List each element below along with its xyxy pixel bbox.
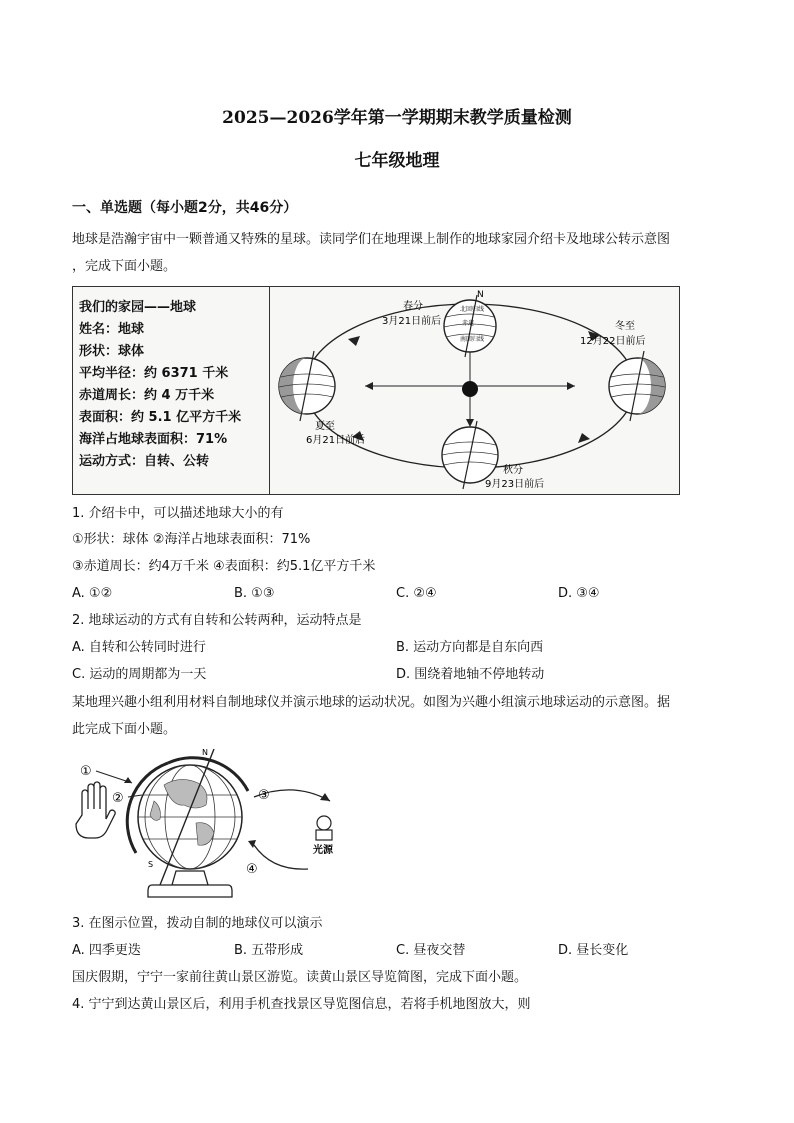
q1-choice-a[interactable]: A. ①② xyxy=(72,586,113,601)
label-winter-date: 12月22日前后 xyxy=(580,336,646,347)
light-source-icon xyxy=(316,816,332,840)
globe-base xyxy=(148,885,232,897)
globe-demo-figure xyxy=(72,745,352,907)
globe-label: 赤道 xyxy=(462,320,475,327)
orbit-arrow-icon xyxy=(578,433,590,443)
marker-2: ② xyxy=(112,791,124,806)
q1-options-line2: ③赤道周长：约4万千米 ④表面积：约5.1亿平方千米 xyxy=(72,559,376,574)
label-spring-date: 3月21日前后 xyxy=(382,316,442,327)
marker-1: ① xyxy=(80,764,92,779)
globe-winter-icon xyxy=(609,351,665,421)
q1-options-line1: ①形状：球体 ②海洋占地球表面积：71% xyxy=(72,532,311,547)
q3-choice-c[interactable]: C. 昼夜交替 xyxy=(396,943,466,958)
q3-choice-d[interactable]: D. 昼长变化 xyxy=(558,943,629,958)
card-line: 运动方式：自转、公转 xyxy=(79,454,210,469)
card-line: 赤道周长：约 4 万千米 xyxy=(79,388,215,403)
card-line: 姓名：地球 xyxy=(79,322,145,337)
globe-label: 南回归线 xyxy=(460,336,485,343)
marker-4: ④ xyxy=(246,862,258,877)
sun-icon xyxy=(462,381,478,397)
q3-choice-b[interactable]: B. 五带形成 xyxy=(234,943,304,958)
q1-choice-d[interactable]: D. ③④ xyxy=(558,586,600,601)
q1-stem: 1. 介绍卡中，可以描述地球大小的有 xyxy=(72,506,284,521)
label-spring: 春分 xyxy=(403,301,423,312)
s-label: S xyxy=(148,860,154,869)
q3-choice-a[interactable]: A. 四季更迭 xyxy=(72,943,141,958)
earth-card-figure xyxy=(72,286,680,495)
light-source-label: 光源 xyxy=(313,845,333,856)
card-line: 海洋占地球表面积：71% xyxy=(79,432,228,447)
q3-stem: 3. 在图示位置，拨动自制的地球仪可以演示 xyxy=(72,916,323,931)
exam-subtitle: 七年级地理 xyxy=(354,151,440,171)
card-line: 形状：球体 xyxy=(79,344,145,359)
card-line: 我们的家园——地球 xyxy=(79,300,197,315)
label-summer-date: 6月21日前后 xyxy=(306,435,366,446)
hand-icon xyxy=(76,782,115,838)
label-autumn: 秋分 xyxy=(503,465,523,476)
label-autumn-date: 9月23日前后 xyxy=(485,479,545,490)
globe-summer-icon xyxy=(279,351,335,421)
globe-spring-icon xyxy=(444,290,496,357)
q2-choice-b[interactable]: B. 运动方向都是自东向西 xyxy=(396,640,544,655)
globe-stand xyxy=(172,871,208,885)
intro2-line1: 某地理兴趣小组利用材料自制地球仪并演示地球的运动状况。如图为兴趣小组演示地球运动的示意图。据 xyxy=(72,695,671,710)
q1-choice-c[interactable]: C. ②④ xyxy=(396,586,437,601)
card-line: 平均半径：约 6371 千米 xyxy=(79,366,229,381)
intro2-line2: 此完成下面小题。 xyxy=(72,722,177,737)
q2-choice-a[interactable]: A. 自转和公转同时进行 xyxy=(72,640,206,655)
card-line: 表面积：约 5.1 亿平方千米 xyxy=(79,410,242,425)
intro1-line2: ，完成下面小题。 xyxy=(72,259,177,274)
intro3-line1: 国庆假期，宁宁一家前往黄山景区游览。读黄山景区导览简图，完成下面小题。 xyxy=(72,970,528,985)
q2-choice-c[interactable]: C. 运动的周期都为一天 xyxy=(72,667,207,682)
label-winter: 冬至 xyxy=(615,321,635,332)
section-heading: 一、单选题（每小题2分，共46分） xyxy=(72,200,298,216)
q4-stem: 4. 宁宁到达黄山景区后，利用手机查找景区导览图信息，若将手机地图放大，则 xyxy=(72,997,531,1012)
n-label: N xyxy=(202,748,208,757)
exam-title: 2025—2026学年第一学期期末教学质量检测 xyxy=(222,108,572,128)
marker-3: ③ xyxy=(258,788,270,803)
intro1-line1: 地球是浩瀚宇宙中一颗普通又特殊的星球。读同学们在地理课上制作的地球家园介绍卡及地球公转示意图 xyxy=(72,232,671,247)
orbit-diagram xyxy=(270,287,679,494)
q2-choice-d[interactable]: D. 围绕着地轴不停地转动 xyxy=(396,667,545,682)
q2-stem: 2. 地球运动的方式有自转和公转两种，运动特点是 xyxy=(72,613,362,628)
earth-intro-card xyxy=(79,297,241,473)
label-summer: 夏至 xyxy=(315,421,335,432)
orbit-arrow-icon xyxy=(348,336,360,346)
globe-label: 北回归线 xyxy=(460,306,485,313)
q1-choice-b[interactable]: B. ①③ xyxy=(234,586,275,601)
axis-label-icon: N xyxy=(477,290,484,300)
